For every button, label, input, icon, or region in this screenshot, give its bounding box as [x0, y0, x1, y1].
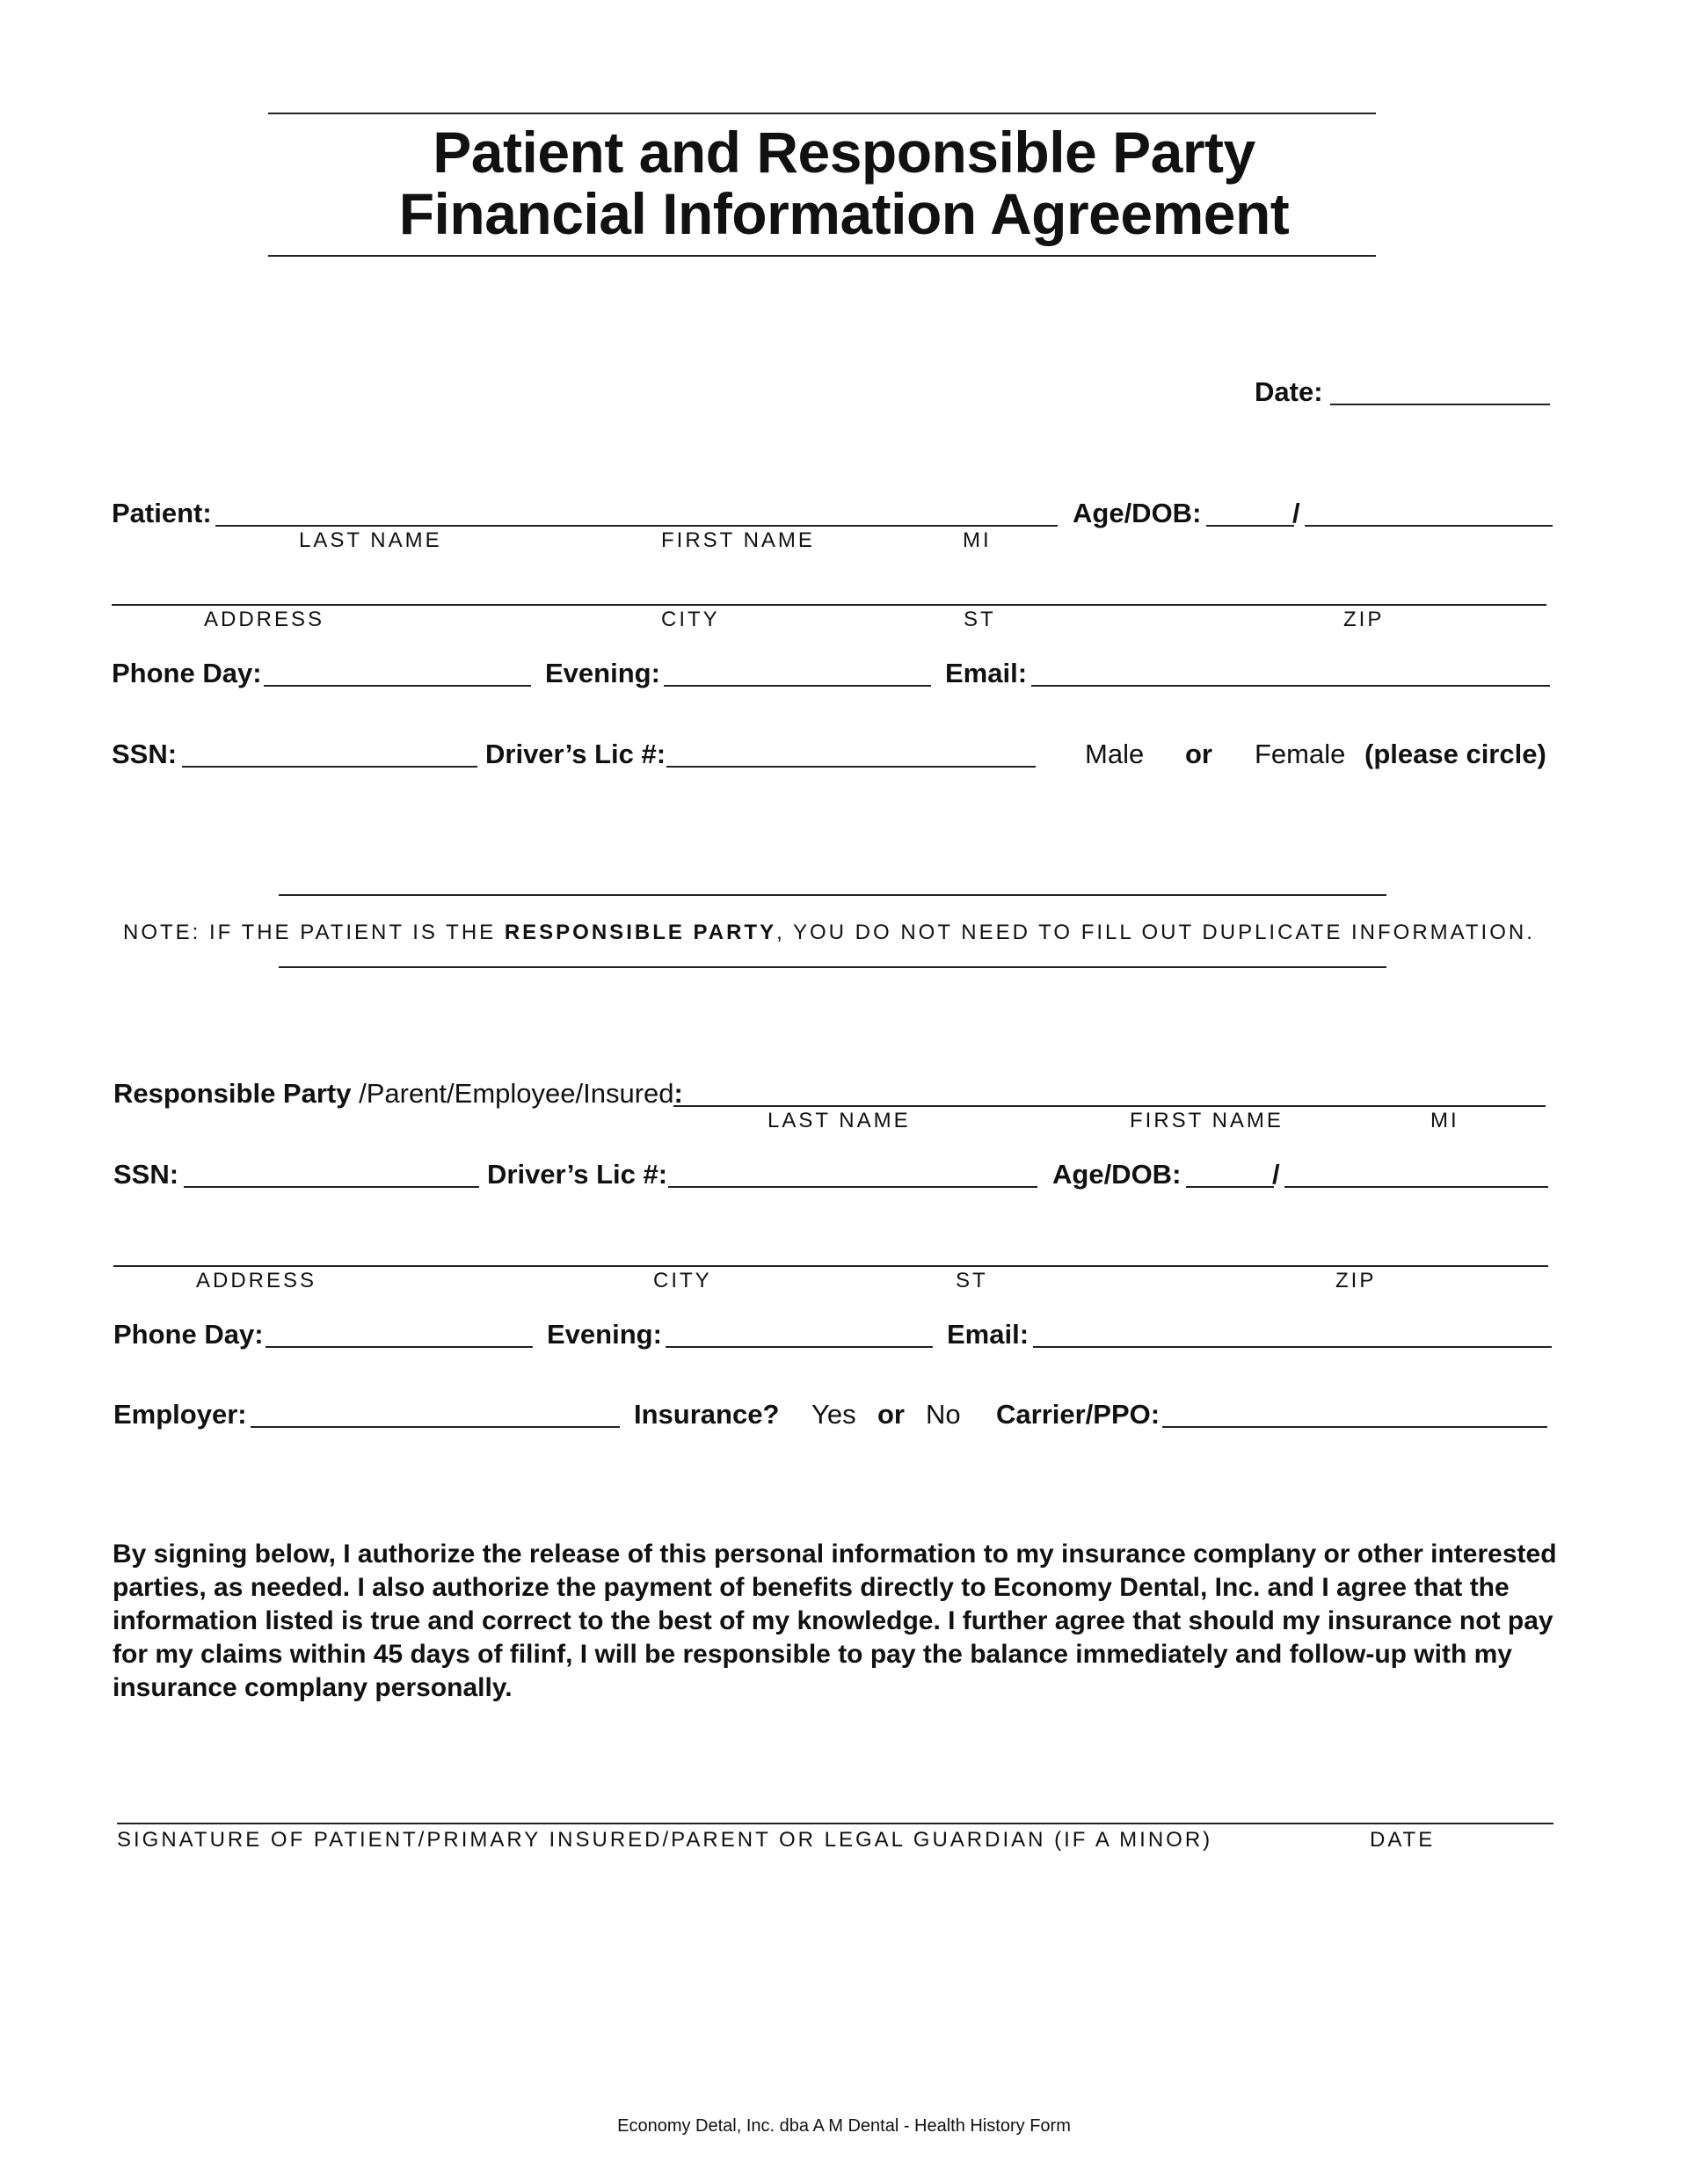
page-footer: Economy Detal, Inc. dba A M Dental - Health History Form — [617, 2116, 1071, 2136]
patient-evening-field[interactable] — [664, 685, 931, 687]
note-suffix: , YOU DO NOT NEED TO FILL OUT DUPLICATE INFORMATION. — [776, 921, 1535, 944]
insurance-label: Insurance? — [634, 1399, 780, 1430]
title-top-rule — [268, 113, 1376, 114]
responsible-email-label: Email: — [947, 1319, 1030, 1350]
responsible-ssn-field[interactable] — [184, 1186, 479, 1188]
patient-male-option[interactable]: Male — [1085, 739, 1145, 769]
patient-evening-label: Evening: — [545, 658, 660, 688]
patient-age-dob-slash: / — [1292, 498, 1300, 528]
responsible-dob-field[interactable] — [1284, 1186, 1548, 1188]
responsible-address-field[interactable] — [113, 1265, 1548, 1267]
responsible-party-label — [113, 1078, 683, 1110]
patient-gender-or: or — [1185, 739, 1212, 769]
responsible-party-label-colon: : — [673, 1078, 683, 1109]
responsible-zip-caption: ZIP — [1335, 1269, 1377, 1292]
responsible-phone-day-field[interactable] — [266, 1346, 533, 1348]
responsible-phone-day-label: Phone Day: — [113, 1319, 264, 1350]
responsible-drivers-lic-field[interactable] — [668, 1186, 1037, 1188]
note-text — [123, 921, 1535, 945]
title-bottom-rule — [268, 255, 1376, 257]
patient-last-name-caption: LAST NAME — [299, 528, 442, 552]
responsible-ssn-label: SSN: — [113, 1159, 179, 1190]
patient-label: Patient: — [112, 498, 212, 528]
note-emphasis: RESPONSIBLE PARTY — [504, 921, 777, 944]
patient-ssn-field[interactable] — [182, 766, 477, 768]
responsible-evening-label: Evening: — [547, 1319, 662, 1350]
responsible-email-field[interactable] — [1033, 1346, 1552, 1348]
carrier-field[interactable] — [1162, 1426, 1547, 1428]
patient-drivers-lic-field[interactable] — [666, 766, 1036, 768]
date-label: Date: — [1255, 376, 1323, 407]
patient-dob-field[interactable] — [1305, 525, 1553, 527]
responsible-name-field[interactable] — [673, 1105, 1546, 1107]
signature-caption: SIGNATURE OF PATIENT/PRIMARY INSURED/PARENT OR LEGAL GUARDIAN (IF A MINOR) — [117, 1828, 1213, 1852]
patient-phone-day-field[interactable] — [264, 685, 531, 687]
date-field[interactable] — [1330, 404, 1550, 405]
responsible-age-dob-slash: / — [1272, 1159, 1280, 1190]
insurance-or: or — [877, 1399, 905, 1430]
insurance-no-option[interactable]: No — [926, 1399, 961, 1430]
title-line-2: Financial Information Agreement — [398, 181, 1290, 246]
signature-field[interactable] — [117, 1823, 1553, 1824]
patient-address-caption: ADDRESS — [204, 608, 325, 631]
responsible-mi-caption: MI — [1430, 1109, 1459, 1132]
patient-zip-caption: ZIP — [1343, 608, 1385, 631]
responsible-st-caption: ST — [956, 1269, 988, 1292]
patient-email-label: Email: — [945, 658, 1028, 688]
note-prefix: NOTE: IF THE PATIENT IS THE — [123, 921, 505, 944]
responsible-age-field[interactable] — [1186, 1186, 1274, 1188]
responsible-first-name-caption: FIRST NAME — [1130, 1109, 1284, 1132]
patient-phone-day-label: Phone Day: — [112, 658, 262, 688]
patient-name-field[interactable] — [215, 525, 1058, 527]
patient-st-caption: ST — [964, 608, 996, 631]
title-line-1: Patient and Responsible Party — [433, 120, 1255, 185]
employer-field[interactable] — [251, 1426, 620, 1428]
note-bottom-rule — [279, 966, 1386, 968]
responsible-age-dob-label: Age/DOB: — [1052, 1159, 1182, 1190]
responsible-address-caption: ADDRESS — [196, 1269, 317, 1292]
employer-label: Employer: — [113, 1399, 247, 1430]
responsible-drivers-lic-label: Driver’s Lic #: — [487, 1159, 668, 1190]
patient-email-field[interactable] — [1031, 685, 1550, 687]
patient-age-dob-label: Age/DOB: — [1073, 498, 1202, 528]
responsible-party-label-bold: Responsible Party — [113, 1078, 352, 1109]
responsible-last-name-caption: LAST NAME — [768, 1109, 911, 1132]
insurance-yes-option[interactable]: Yes — [811, 1399, 856, 1430]
patient-please-circle: (please circle) — [1364, 739, 1546, 769]
patient-mi-caption: MI — [963, 528, 992, 552]
signature-date-caption: DATE — [1370, 1828, 1436, 1852]
patient-age-field[interactable] — [1206, 525, 1294, 527]
patient-address-field[interactable] — [112, 604, 1546, 606]
responsible-evening-field[interactable] — [666, 1346, 933, 1348]
patient-city-caption: CITY — [661, 608, 720, 631]
responsible-party-label-rest: /Parent/Employee/Insured — [351, 1078, 674, 1109]
responsible-city-caption: CITY — [653, 1269, 712, 1292]
patient-female-option[interactable]: Female — [1255, 739, 1346, 769]
patient-ssn-label: SSN: — [112, 739, 178, 769]
authorization-paragraph: By signing below, I authorize the release of this personal information to my insurance complany or other interested parties, as needed. I also authorize the payment of benefits directly to Economy Dental, Inc. and I agree that the information listed is true and correct to the best of my knowledge. I further agree that should my insurance not pay for my claims within 45 days of filinf, I will be responsible to pay the balance immediately and follow-up with my insurance complany personally. — [113, 1540, 1557, 1702]
carrier-label: Carrier/PPO: — [996, 1399, 1160, 1430]
note-top-rule — [279, 894, 1386, 896]
patient-drivers-lic-label: Driver’s Lic #: — [485, 739, 666, 769]
patient-first-name-caption: FIRST NAME — [661, 528, 815, 552]
